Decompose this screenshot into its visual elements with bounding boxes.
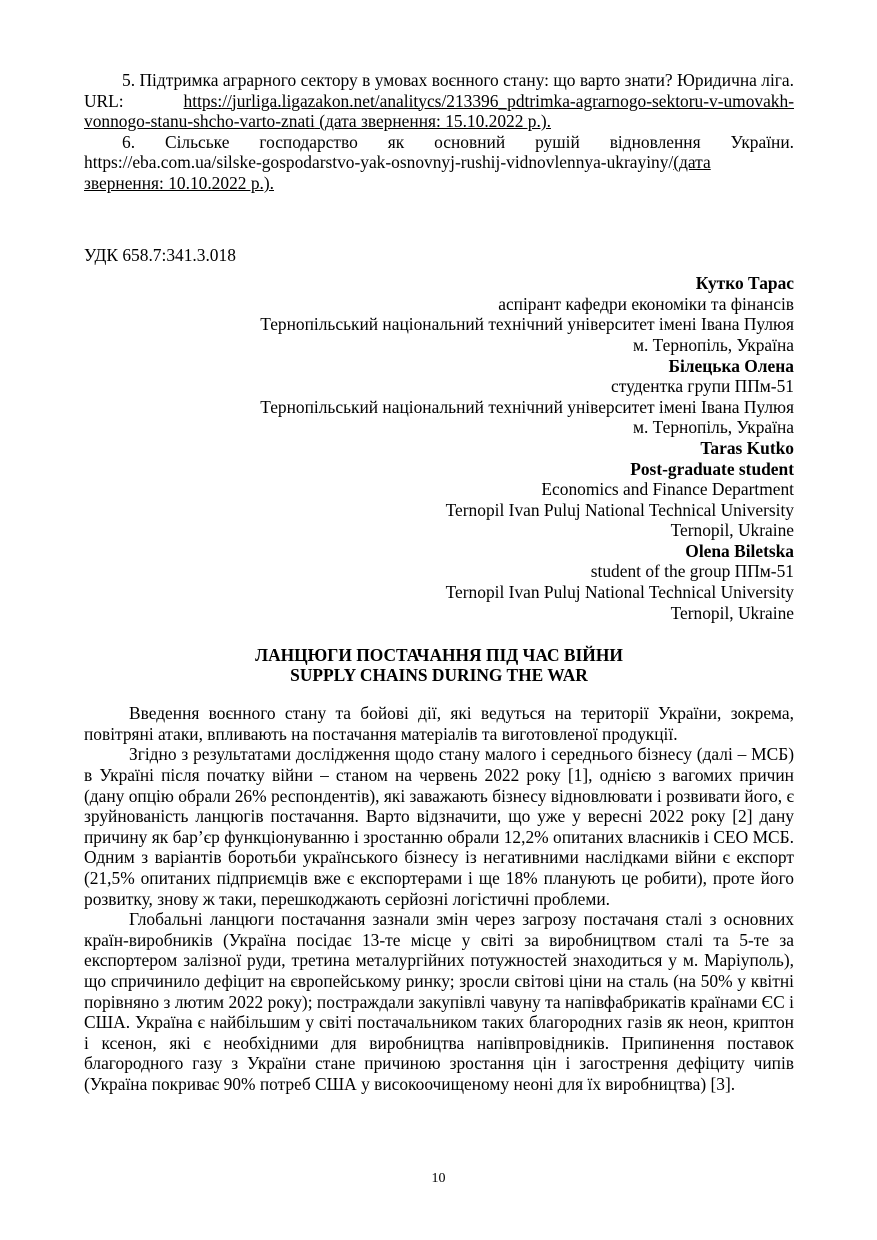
article-body bbox=[84, 703, 794, 1094]
author-name: Taras Kutko bbox=[700, 437, 794, 458]
author-name: Білецька Олена bbox=[668, 355, 794, 376]
author-position: аспірант кафедри економіки та фінансів bbox=[498, 293, 794, 314]
body-paragraph: Введення воєнного стану та бойові дії, які ведуться на території України, зокрема, повітряні атаки, впливають на постачання матеріалів та виготовленої продукції. bbox=[84, 703, 794, 744]
author-affiliation: Тернопільський національний технічний університет імені Івана Пулюя bbox=[260, 396, 794, 417]
reference-5-date: (дата звернення: 15.10.2022 р.). bbox=[314, 111, 551, 132]
author-city: Ternopil, Ukraine bbox=[670, 602, 794, 623]
reference-6-date: (дата звернення: 10.10.2022 р.). bbox=[84, 152, 711, 193]
article-title bbox=[84, 645, 794, 685]
reference-6 bbox=[84, 132, 794, 194]
author-affiliation: Тернопільський національний технічний університет імені Івана Пулюя bbox=[260, 314, 794, 335]
author-affiliation: Ternopil Ivan Puluj National Technical University bbox=[445, 499, 794, 520]
author-city: м. Тернопіль, Україна bbox=[632, 417, 794, 438]
author-city: Ternopil, Ukraine bbox=[670, 520, 794, 541]
author-department: Economics and Finance Department bbox=[541, 479, 794, 500]
author-position: student of the group ППм-51 bbox=[590, 561, 794, 582]
reference-6-text: 6. Сільське господарство як основний рушій відновлення України. https://eba.com.ua/silske-gospodarstvo-yak-osnovnyj-rushij-vidnovlennya-ukrayiny/ bbox=[84, 131, 794, 173]
author-city: м. Тернопіль, Україна bbox=[632, 334, 794, 355]
reference-5-link[interactable]: https://jurliga.ligazakon.net/analitycs/213396_pdtrimka-agrarnogo-sektoru-v-umovakh-vonnogo-stanu-shcho-varto-znati bbox=[84, 90, 794, 132]
author-affiliation: Ternopil Ivan Puluj National Technical University bbox=[445, 582, 794, 603]
author-name: Кутко Тарас bbox=[695, 273, 794, 294]
body-paragraph: Глобальні ланцюги постачання зазнали змін через загрозу постачаня сталі з основних країн-виробників (Україна посідає 13-те місце у світі за виробництвом сталі та 5-те за експортером залізної руди, третина металургійних потужностей знаходиться у м. Маріуполь), що спричинило дефіцит на європейському ринку; зросли світові ціни на сталь (на 50% у квітні порівняно з лютим 2022 року); постраждали закупівлі чавуну та напівфабрикатів країнами ЄС і США. Україна є найбільшим у світі постачальником таких благородних газів як неон, криптон і ксенон, які є необхідними для виробництва напівпровідників. Припинення поставок благородного газу з України стане причиною зростання цін і загострення дефіциту чипів (Україна покриває 90% потреб США у високоочищеному неоні для їх виробництва) [3]. bbox=[84, 909, 794, 1094]
page-content bbox=[84, 70, 794, 1095]
author-name: Olena Biletska bbox=[685, 540, 794, 561]
author-position: студентка групи ППм-51 bbox=[611, 376, 794, 397]
title-english: SUPPLY CHAINS DURING THE WAR bbox=[290, 665, 588, 686]
title-ukrainian: ЛАНЦЮГИ ПОСТАЧАННЯ ПІД ЧАС ВІЙНИ bbox=[255, 645, 623, 666]
udk-code: УДК 658.7:341.3.018 bbox=[84, 244, 236, 265]
authors-block bbox=[84, 273, 794, 623]
reference-5 bbox=[84, 70, 794, 132]
body-paragraph: Згідно з результатами дослідження щодо стану малого і середнього бізнесу (далі – МСБ) в Україні після початку війни – станом на червень 2022 року [1], однією з вагомих причин (дану опцію обрали 26% респондентів), які заважають бізнесу відновлювати і розвивати його, є зруйнованість ланцюгів постачання. Варто відзначити, що уже у вересні 2022 року [2] дану причину як бар’єр функціонуванню і зростанню обрали 12,2% опитаних власників і CEO МСБ. Одним з варіантів боротьби українського бізнесу із негативними наслідками війни є експорт (21,5% опитаних підприємців вже є експортерами і ще 18% планують це робити), проте його розвитку, знову ж таки, перешкоджають серйозні логістичні проблеми. bbox=[84, 744, 794, 909]
reference-5-text: 5. Підтримка аграрного сектору в умовах воєнного стану: що варто знати? Юридична ліга. URL: bbox=[84, 70, 794, 111]
page-number: 10 bbox=[431, 1171, 446, 1186]
author-position: Post-graduate student bbox=[630, 458, 794, 479]
